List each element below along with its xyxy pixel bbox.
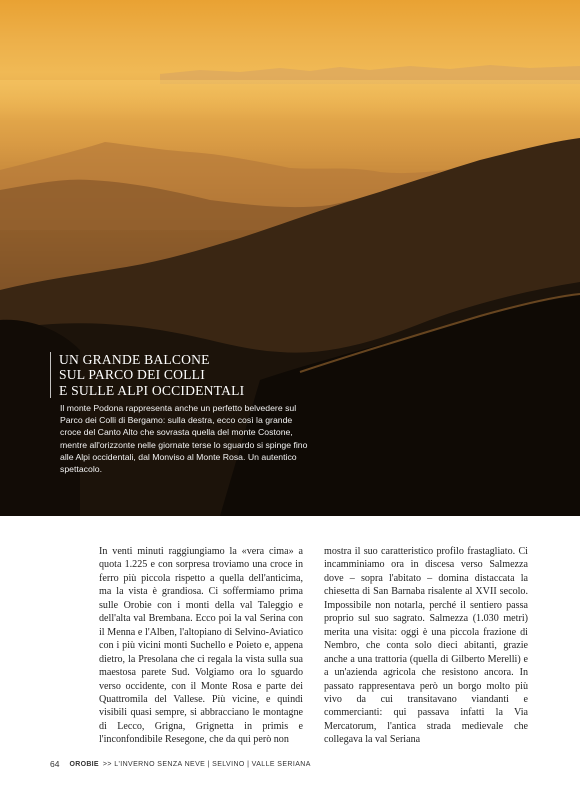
page-footer [50, 758, 311, 770]
caption-title-line-1: UN GRANDE BALCONE [59, 352, 210, 367]
article-column-right: mostra il suo caratteristico profilo frastagliato. Ci incamminiamo ora in discesa verso Salmezza dove – sopra l'abitato – domina distaccata la chiesetta di San Barnaba risalente al XVII secolo. Impossibile non notarla, perché il sentiero passa proprio sul suo sagrato. Salmezza (1.030 metri) merita una visita: oggi è una piccola frazione di Nembro, che conta solo dieci abitanti, grazie anche a una trattoria (quella di Gilberto Merelli) e a un'azienda agricola che resistono ancora. In passato rappresentava però un borgo molto più vivo da cui transitavano viandanti e commercianti: qui passava infatti la Via Mercatorum, l'antica strada medievale che collegava la val Seriana [324, 546, 528, 746]
page-number: 64 [50, 759, 60, 769]
caption-body: Il monte Podona rappresenta anche un perfetto belvedere sul Parco dei Colli di Bergamo: sulla destra, ecco così la grande croce del Canto Alto che sovrasta quella del monte Costone, mentre all'orizzonte nelle giornate terse lo sguardo si spinge fino alle Alpi occidentali, dal Monviso al Monte Rosa. Un autentico spettacolo. [60, 403, 308, 475]
section-breadcrumb: >> L'INVERNO SENZA NEVE | SELVINO | VALLE SERIANA [102, 760, 311, 768]
magazine-name: OROBIE [69, 760, 99, 768]
caption-title-line-2: SUL PARCO DEI COLLI [59, 367, 205, 383]
article-column-left: In venti minuti raggiungiamo la «vera cima» a quota 1.225 e con sorpresa troviamo una croce in ferro più piccola rispetto a quella dell'anticima, ma la vista è grandiosa. Ci soffermiamo prima sulle Orobie con i monti della val Taleggio e dell'alta val Brembana. Ecco poi la val Serina con il Menna e l'Alben, l'altopiano di Selvino-Aviatico con i più vicini monti Suchello e Poieto e, appena dietro, la Presolana che ci regala la vista sulla sua maestosa parete Sud. Volgiamo ora lo sguardo verso occidente, con il Monte Rosa e parte dei Quattromila del Vallese. Più vicine, e quindi visibili quasi sempre, si abbracciano le montagne di Lecco, Grigna, Grignetta in primis e l'inconfondibile Resegone, che da qui però non [99, 546, 303, 746]
photo-caption-title [50, 352, 310, 398]
haze-band [0, 80, 580, 120]
caption-heading [59, 352, 310, 398]
caption-title-line-3: E SULLE ALPI OCCIDENTALI [59, 382, 245, 398]
